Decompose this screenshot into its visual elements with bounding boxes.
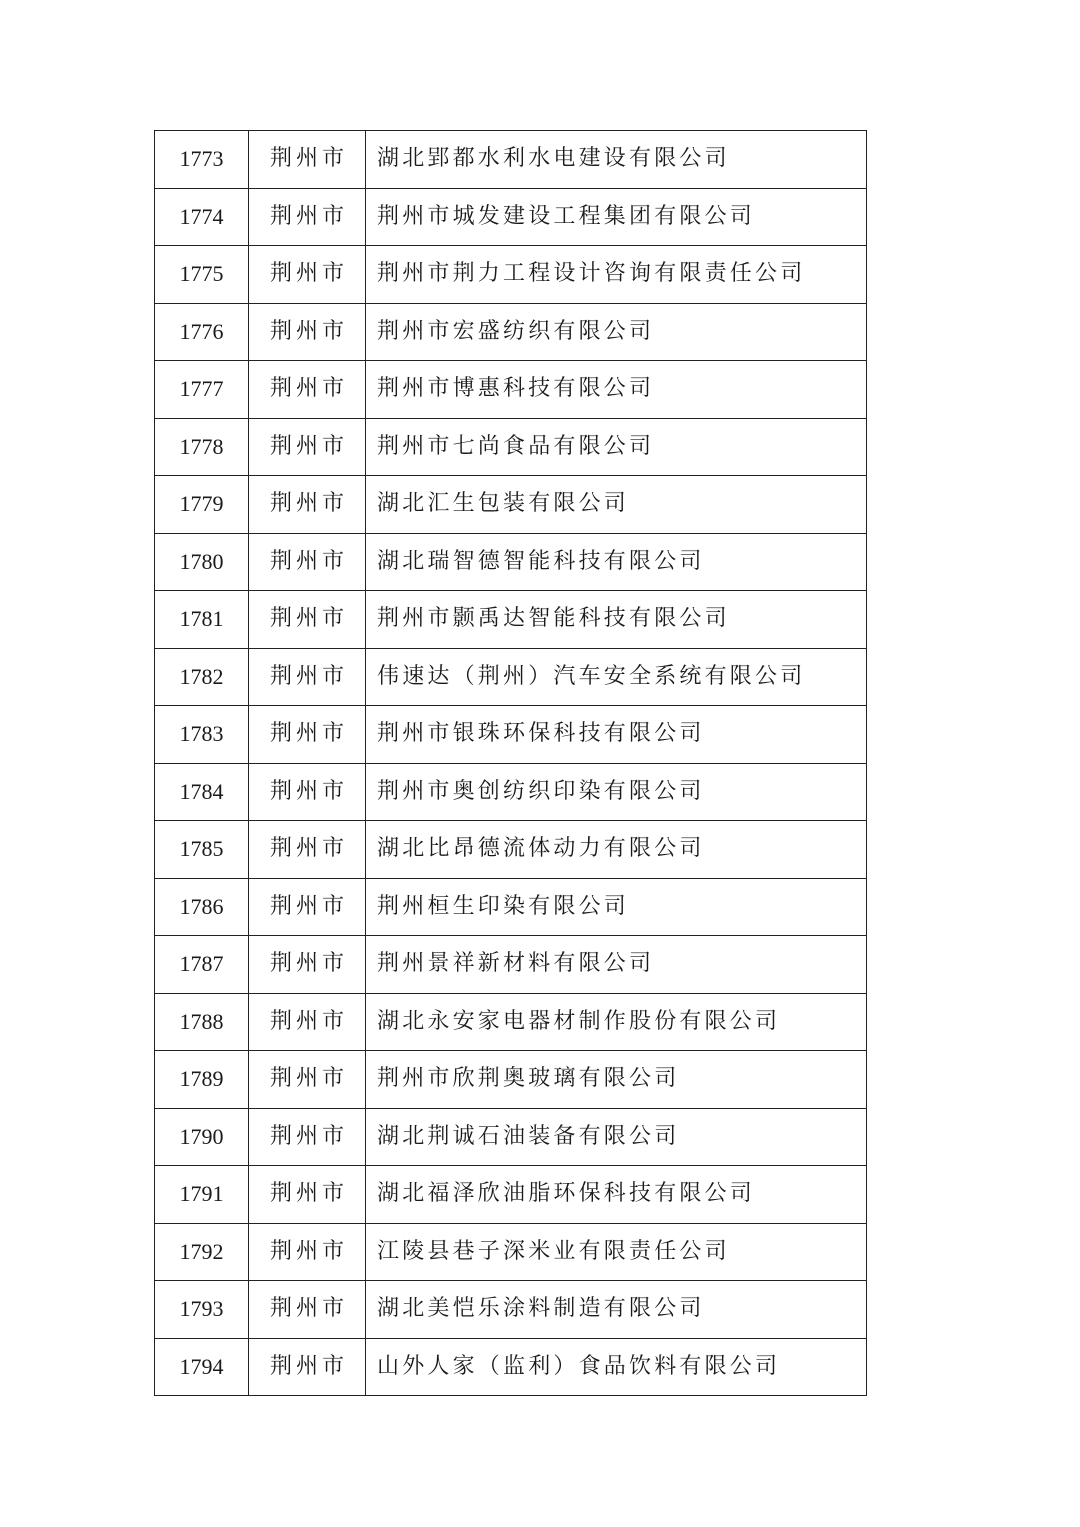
row-number: 1789 — [155, 1051, 249, 1109]
city-cell: 荆州市 — [249, 993, 366, 1051]
company-name: 伟速达（荆州）汽车安全系统有限公司 — [366, 648, 867, 706]
table-row — [155, 188, 867, 246]
row-number: 1788 — [155, 993, 249, 1051]
table-row — [155, 706, 867, 764]
table-row — [155, 1281, 867, 1339]
row-number: 1780 — [155, 533, 249, 591]
table-row — [155, 246, 867, 304]
company-name: 荆州市七尚食品有限公司 — [366, 418, 867, 476]
city-cell: 荆州市 — [249, 591, 366, 649]
city-cell: 荆州市 — [249, 1281, 366, 1339]
city-cell: 荆州市 — [249, 1166, 366, 1224]
table-row — [155, 1108, 867, 1166]
table-row — [155, 763, 867, 821]
company-name: 山外人家（监利）食品饮料有限公司 — [366, 1338, 867, 1396]
table-row — [155, 1051, 867, 1109]
row-number: 1778 — [155, 418, 249, 476]
company-name: 湖北福泽欣油脂环保科技有限公司 — [366, 1166, 867, 1224]
row-number: 1785 — [155, 821, 249, 879]
row-number: 1790 — [155, 1108, 249, 1166]
row-number: 1786 — [155, 878, 249, 936]
company-name: 荆州市城发建设工程集团有限公司 — [366, 188, 867, 246]
city-cell: 荆州市 — [249, 821, 366, 879]
row-number: 1792 — [155, 1223, 249, 1281]
city-cell: 荆州市 — [249, 706, 366, 764]
city-cell: 荆州市 — [249, 533, 366, 591]
company-name: 荆州市欣荆奥玻璃有限公司 — [366, 1051, 867, 1109]
company-name: 湖北永安家电器材制作股份有限公司 — [366, 993, 867, 1051]
table-row — [155, 878, 867, 936]
table-row — [155, 993, 867, 1051]
city-cell: 荆州市 — [249, 878, 366, 936]
row-number: 1787 — [155, 936, 249, 994]
city-cell: 荆州市 — [249, 1223, 366, 1281]
city-cell: 荆州市 — [249, 246, 366, 304]
row-number: 1784 — [155, 763, 249, 821]
city-cell: 荆州市 — [249, 1108, 366, 1166]
company-name: 荆州市荆力工程设计咨询有限责任公司 — [366, 246, 867, 304]
city-cell: 荆州市 — [249, 361, 366, 419]
table-row — [155, 476, 867, 534]
row-number: 1783 — [155, 706, 249, 764]
row-number: 1782 — [155, 648, 249, 706]
row-number: 1776 — [155, 303, 249, 361]
row-number: 1775 — [155, 246, 249, 304]
row-number: 1777 — [155, 361, 249, 419]
row-number: 1781 — [155, 591, 249, 649]
row-number: 1773 — [155, 131, 249, 189]
table-row — [155, 1223, 867, 1281]
city-cell: 荆州市 — [249, 131, 366, 189]
company-name: 江陵县巷子深米业有限责任公司 — [366, 1223, 867, 1281]
company-name: 荆州桓生印染有限公司 — [366, 878, 867, 936]
row-number: 1779 — [155, 476, 249, 534]
company-name: 湖北汇生包装有限公司 — [366, 476, 867, 534]
company-name: 湖北荆诚石油装备有限公司 — [366, 1108, 867, 1166]
city-cell: 荆州市 — [249, 936, 366, 994]
table-row — [155, 591, 867, 649]
company-list-table — [154, 130, 867, 1396]
city-cell: 荆州市 — [249, 763, 366, 821]
company-name: 荆州市博惠科技有限公司 — [366, 361, 867, 419]
table-row — [155, 936, 867, 994]
table-row — [155, 418, 867, 476]
row-number: 1794 — [155, 1338, 249, 1396]
company-name: 荆州市银珠环保科技有限公司 — [366, 706, 867, 764]
table-row — [155, 303, 867, 361]
company-name: 湖北比昂德流体动力有限公司 — [366, 821, 867, 879]
company-name: 荆州市宏盛纺织有限公司 — [366, 303, 867, 361]
table-row — [155, 533, 867, 591]
city-cell: 荆州市 — [249, 648, 366, 706]
city-cell: 荆州市 — [249, 303, 366, 361]
company-name: 荆州景祥新材料有限公司 — [366, 936, 867, 994]
table-row — [155, 648, 867, 706]
company-name: 湖北美恺乐涂料制造有限公司 — [366, 1281, 867, 1339]
city-cell: 荆州市 — [249, 418, 366, 476]
city-cell: 荆州市 — [249, 1338, 366, 1396]
company-name: 湖北瑞智德智能科技有限公司 — [366, 533, 867, 591]
company-name: 荆州市奥创纺织印染有限公司 — [366, 763, 867, 821]
row-number: 1793 — [155, 1281, 249, 1339]
table-row — [155, 131, 867, 189]
table-row — [155, 361, 867, 419]
company-name: 荆州市颢禹达智能科技有限公司 — [366, 591, 867, 649]
row-number: 1791 — [155, 1166, 249, 1224]
company-name: 湖北郢都水利水电建设有限公司 — [366, 131, 867, 189]
table-row — [155, 1166, 867, 1224]
city-cell: 荆州市 — [249, 1051, 366, 1109]
table-row — [155, 1338, 867, 1396]
row-number: 1774 — [155, 188, 249, 246]
table-row — [155, 821, 867, 879]
city-cell: 荆州市 — [249, 188, 366, 246]
city-cell: 荆州市 — [249, 476, 366, 534]
